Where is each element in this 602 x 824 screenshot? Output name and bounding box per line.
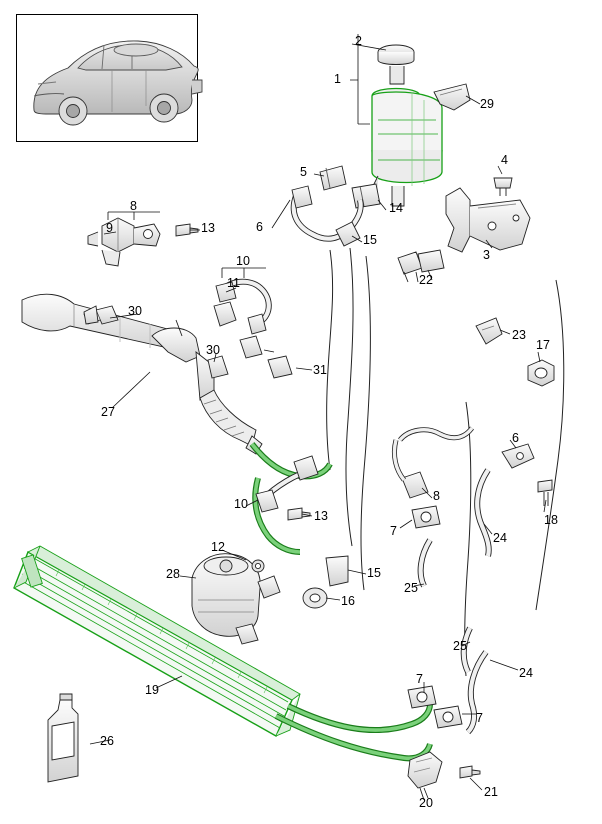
part-8-group-upper [88,218,160,266]
part-28-pump [192,554,280,644]
callout-29: 29 [480,97,494,111]
part-30-connector-mid [208,356,228,378]
vehicle-illustration [34,41,202,125]
part-18-bolt [538,480,552,506]
part-13-bolt-lower [288,508,310,520]
callout-17: 17 [536,338,550,352]
part-10-11-group [214,282,269,334]
callout-24b: 24 [519,666,533,680]
part-4-bolt [494,178,512,196]
part-7-clamp-c [434,706,462,728]
callout-16: 16 [341,594,355,608]
callout-30b: 30 [206,343,220,357]
part-31-connector-b [268,356,292,378]
callout-7: 7 [390,524,397,538]
callout-18: 18 [544,513,558,527]
callout-1: 1 [334,72,341,86]
green-pipes-lower [276,704,430,758]
callout-25b: 25 [453,639,467,653]
callout-4: 4 [501,153,508,167]
part-15-cap [326,556,348,586]
callout-13: 13 [201,221,215,235]
callout-10: 10 [236,254,250,268]
part-6-bracket-right [502,444,534,468]
part-7-clamp-a [412,506,440,528]
callout-5: 5 [300,165,307,179]
part-14-clamp [352,184,380,208]
part-7-clamp-b [408,686,436,708]
callout-31b: 31 [313,363,327,377]
part-10-lower-hose [256,456,318,512]
callout-19: 19 [145,683,159,697]
callout-8b: 8 [433,489,440,503]
callout-14: 14 [389,201,403,215]
callout-15: 15 [363,233,377,247]
callout-20: 20 [419,796,433,810]
callout-9: 9 [106,221,113,235]
callout-24: 24 [493,531,507,545]
callout-8: 8 [130,199,137,213]
part-15-connector-upper [336,222,360,246]
callout-27: 27 [101,405,115,419]
callout-13b: 13 [314,509,328,523]
callout-15b: 15 [367,566,381,580]
part-31-connector-a [240,336,262,358]
part-20-bracket [408,752,442,800]
part-16-seal [303,588,327,608]
part-8-group-lower [394,428,472,498]
part-5-clamp [320,166,346,190]
callout-23: 23 [512,328,526,342]
callout-3: 3 [483,248,490,262]
callout-6b: 6 [512,431,519,445]
part-23-clip [476,318,502,344]
callout-30: 30 [128,304,142,318]
callout-12: 12 [211,540,225,554]
callout-6: 6 [256,220,263,234]
part-12-oring [252,560,264,572]
part-26-fluid-bottle [48,694,78,782]
callout-26: 26 [100,734,114,748]
callout-11: 11 [227,276,240,290]
callout-10b: 10 [234,497,248,511]
reservoir-assembly [368,45,442,206]
callout-7b: 7 [416,672,423,686]
part-24-hose-upper [477,470,489,556]
callout-28: 28 [166,567,180,581]
callout-25: 25 [404,581,418,595]
part-21-bolt [460,766,480,778]
hose-run-center [327,248,564,676]
callout-22: 22 [419,273,433,287]
part-25-hose-a [421,540,430,586]
callout-7c: 7 [476,711,483,725]
callout-21: 21 [484,785,498,799]
part-17-nut [528,360,554,386]
callout-2: 2 [355,34,362,48]
